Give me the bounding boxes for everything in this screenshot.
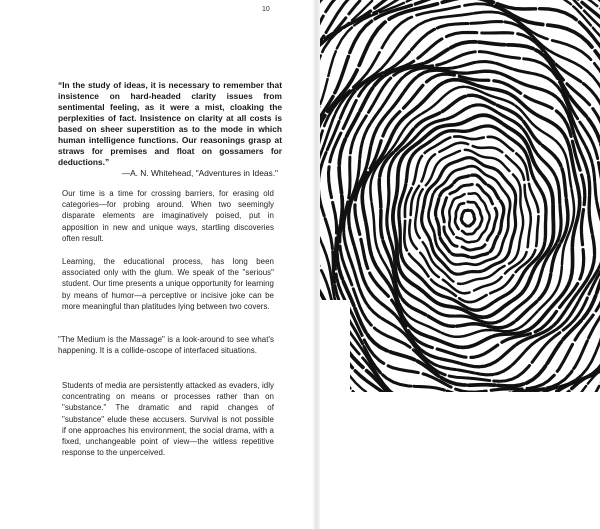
page-gutter (312, 0, 320, 529)
epigraph-quote: “In the study of ideas, it is necessary to remember that insistence on hard-headed clarity issues from sentimental feeling, as it were a mist, cloaking the perplexities of fact. Insistence on clarity at all costs is based on sheer superstition as to the mode in which human intelligence functions. Our reasonings grasp at straws for premises and float on gossamers for deductions.” (58, 80, 282, 167)
page-number: 10 (262, 6, 270, 13)
epigraph-attribution: —A. N. Whitehead, "Adventures in Ideas." (121, 168, 278, 178)
body-paragraph: "The Medium is the Massage" is a look-around to see what's happening. It is a collide-oscope of interfaced situations. (58, 335, 274, 356)
fingerprint-ridge (461, 210, 474, 226)
body-paragraph: Students of media are persistently attacked as evaders, idly concentrating on means or processes rather than on "substance." The dramatic and rapid changes of "substance" elude these accusers. Survival is not possible if one approaches his environment, the social drama, with a fixed, unchangeable point of view—the witless repetitive response to the unperceived. (62, 381, 274, 458)
right-page (320, 0, 600, 529)
fingerprint-ridge (404, 136, 538, 302)
body-paragraph: Learning, the educational process, has long been associated only with the glum. We speak of the "serious" student. Our time presents a unique opportunity for learning by means of humor—a perceptive or incisive joke can be more meaningful than platitudes lying between two covers. (62, 257, 274, 311)
body-paragraph: Our time is a time for crossing barriers, for erasing old categories—for probing around. When two seemingly disparate elements are imaginatively poised, put in apposition in new and unique ways, startling discoveries often result. (62, 189, 274, 243)
print-edge-fade (320, 300, 350, 400)
fingerprint-ridges (320, 0, 600, 529)
fingerprint-ridge (436, 175, 504, 258)
print-edge-fade (320, 392, 600, 529)
fingerprint-ridge (455, 202, 482, 234)
fingerprint-image (320, 0, 600, 529)
